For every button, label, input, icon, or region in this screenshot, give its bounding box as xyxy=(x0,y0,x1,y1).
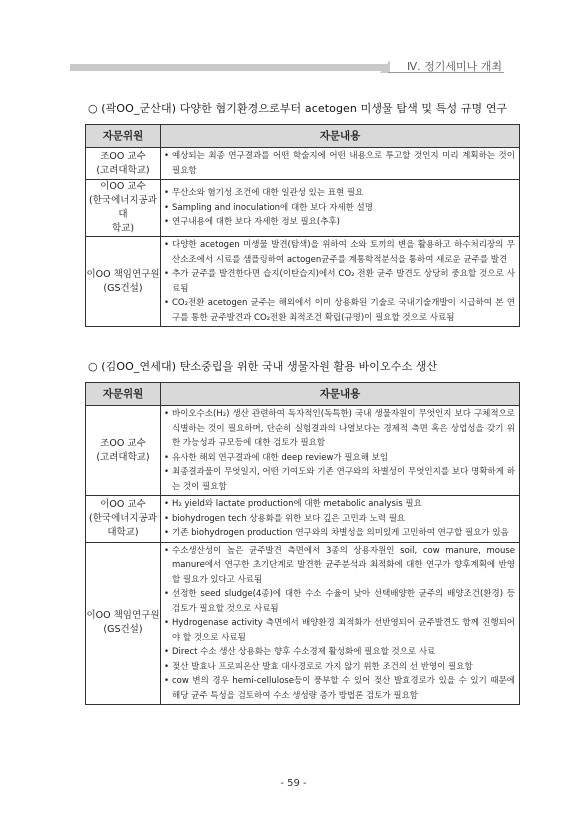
advisor-cell xyxy=(86,406,161,496)
advice-item xyxy=(164,267,515,296)
bullet-icon: • xyxy=(164,452,170,463)
advice-item xyxy=(164,465,515,494)
advice-item xyxy=(164,201,515,216)
bullet-icon: • xyxy=(164,151,170,161)
advisor-cell xyxy=(86,496,161,543)
advice-item xyxy=(164,238,515,267)
bullet-icon: • xyxy=(164,661,170,672)
advice-table-1 xyxy=(85,124,520,327)
advice-item-text: CO₂전환 acetogen 균주는 해외에서 이미 상용화된 기술로 국내기술개발이 시급하여 본 연구를 통한 균주발견과 CO₂전환 최적조건 확립(규명)이 필요할 것으로 사료됨 xyxy=(172,298,515,323)
advice-table-2 xyxy=(85,382,520,705)
advisor-cell xyxy=(86,180,161,237)
advisor-line: 대학교) xyxy=(107,526,139,538)
advice-item-text: 유사한 해외 연구결과에 대한 deep review가 필요해 보임 xyxy=(172,452,389,463)
advice-item-text: biohydrogen tech 상용화를 위한 보다 깊은 고민과 노력 필요 xyxy=(172,513,406,524)
advisor-cell xyxy=(86,542,161,705)
bullet-icon: • xyxy=(164,676,170,686)
advisor-line: 이OO 교수 xyxy=(100,181,146,192)
advisor-line: (GS건설) xyxy=(103,624,143,636)
advice-item-text: 최종결과물이 무엇일지, 어떤 기여도와 기존 연구와의 차별성이 무엇인지를 보다 명확하게 하는 것이 필요함 xyxy=(172,467,515,492)
advice-item-text: 기존 biohydrogen production 연구와의 차별성을 의미있게 고민하여 연구할 필요가 있음 xyxy=(172,528,509,538)
header-advisor: 자문위원 xyxy=(86,125,161,148)
advisor-line: (고려대학교) xyxy=(96,451,150,463)
bullet-icon: • xyxy=(164,202,170,213)
table-row xyxy=(86,542,520,705)
advice-item xyxy=(164,526,515,541)
advice-item xyxy=(164,587,515,616)
section-title-1: ○ (곽OO_군산대) 다양한 혐기환경으로부터 acetogen 미생물 탐색 및 특성 규명 연구 xyxy=(88,102,508,115)
table-row xyxy=(86,148,520,180)
bullet-icon: • xyxy=(164,528,170,538)
bullet-icon: • xyxy=(164,499,170,509)
advice-item xyxy=(164,186,515,201)
bullet-icon: • xyxy=(164,217,170,228)
page-number: - 59 - xyxy=(280,778,307,789)
bullet-icon: • xyxy=(164,618,170,628)
table-row xyxy=(86,180,520,237)
table-row xyxy=(86,496,520,543)
advice-item xyxy=(164,451,515,466)
advice-item-text: 젖산 발효나 프로피온산 발효 대사경로로 가지 않기 위한 조건의 선 반영이 필요함 xyxy=(172,661,473,672)
advice-content-cell xyxy=(161,406,520,496)
table-row xyxy=(86,237,520,327)
advisor-cell xyxy=(86,148,161,180)
advisor-line: 학교) xyxy=(111,223,135,234)
advice-content-cell xyxy=(161,237,520,327)
advice-content-cell xyxy=(161,148,520,180)
bullet-icon: • xyxy=(164,467,170,477)
advice-content-cell xyxy=(161,542,520,705)
advice-item xyxy=(164,497,515,512)
advice-item xyxy=(164,149,515,178)
table-header-row xyxy=(86,125,520,148)
section-title-2: ○ (김OO_연세대) 탄소중립을 위한 국내 생물자원 활용 바이오수소 생산 xyxy=(88,360,438,373)
advice-item-text: cow 변의 경우 hemi-cellulose등이 풍부할 수 있어 젖산 발효경로가 있을 수 있기 때문에 해당 균주 특성을 검토하여 수소 생성량 증가 방법론 검토가 필요함 xyxy=(172,676,515,701)
bullet-icon: • xyxy=(164,647,170,657)
bullet-icon: • xyxy=(164,269,170,279)
advisor-cell xyxy=(86,237,161,327)
advice-item-text: 다양한 acetogen 미생물 발견(탐색)을 위하여 소와 토끼의 변을 활용하고 하수처리장의 무산소조에서 시료를 샘플링하여 actogen균주를 계통학적분석을 통하여 새로운 균주를 발견 xyxy=(172,240,515,265)
advice-item-text: 바이오수소(H₂) 생산 관련하여 독자적인(독특한) 국내 생물자원이 무엇인지 보다 구체적으로 식별하는 것이 필요하며, 단순히 실험결과의 나열보다는 경제적 측면 혹은 상업성을 갖기 위한 가능성과 규모등에 대한 검토가 필요함 xyxy=(172,409,515,448)
bullet-icon: • xyxy=(164,589,170,599)
advisor-line: 조OO 교수 xyxy=(100,150,146,162)
advice-content-cell xyxy=(161,180,520,237)
advice-item-text: 무산소와 혐기성 조건에 대한 일관성 있는 표현 필요 xyxy=(172,188,364,199)
advice-item xyxy=(164,544,515,588)
table-header-row xyxy=(86,383,520,406)
advice-item-text: 예상되는 최종 연구결과를 어떤 학술지에 어떤 내용으로 투고할 것인지 미리 계획하는 것이 필요함 xyxy=(172,151,515,176)
header-content: 자문내용 xyxy=(161,125,520,148)
table-row xyxy=(86,406,520,496)
advice-item-text: 추가 균주를 발견한다면 습지(이탄습지)에서 CO₂ 전환 균주 발견도 상당히 중요할 것으로 사료됨 xyxy=(172,269,515,294)
advice-item xyxy=(164,512,515,527)
bullet-icon: • xyxy=(164,240,170,250)
bullet-icon: • xyxy=(164,545,170,556)
advisor-line: (고려대학교) xyxy=(96,164,150,176)
advice-item xyxy=(164,660,515,675)
advisor-line: (한국에너지공과대 xyxy=(89,195,157,220)
advice-item-text: H₂ yield와 lactate production에 대한 metabolic analysis 필요 xyxy=(172,499,422,509)
bullet-icon: • xyxy=(164,513,170,524)
advice-item xyxy=(164,296,515,325)
bullet-icon: • xyxy=(164,409,170,419)
advice-item xyxy=(164,674,515,703)
advice-item xyxy=(164,645,515,660)
chapter-title: Ⅳ. 정기세미나 개최 xyxy=(406,60,502,73)
advice-content-cell xyxy=(161,496,520,543)
advisor-line: 이OO 책임연구원 xyxy=(86,268,160,280)
advice-item-text: 연구내용에 대한 보다 자세한 정보 필요(추후) xyxy=(172,217,340,228)
advice-item-text: 선정한 seed sludge(4종)에 대한 수소 수율이 낮아 선택배양한 균주의 배양조건(환경) 등 검토가 필요할 것으로 사료됨 xyxy=(172,589,515,614)
advice-item xyxy=(164,215,515,230)
advisor-line: 조OO 교수 xyxy=(100,437,146,449)
advice-item-text: Direct 수소 생산 상용화는 향후 수소경제 활성화에 필요할 것으로 사료 xyxy=(172,647,436,657)
advice-item-text: Sampling and inoculation에 대한 보다 자세한 설명 xyxy=(172,202,373,213)
header-content: 자문내용 xyxy=(161,383,520,406)
bullet-icon: • xyxy=(164,298,170,308)
header-advisor: 자문위원 xyxy=(86,383,161,406)
advisor-line: (GS건설) xyxy=(103,282,143,294)
advice-item-text: 수소생산성이 높은 균주발견 측면에서 3종의 상용자원인 soil, cow manure, mouse manure에서 연구한 초기단계로 발견한 균주분석과 최적화에 대한 연구가 향후계획에 반영할 필요가 있다고 사료됨 xyxy=(172,545,515,585)
advice-item-text: Hydrogenase activity 측면에서 배양환경 최적화가 선반영되어 균주발견도 함께 진행되어야 할 것으로 사료됨 xyxy=(172,618,515,643)
advice-item xyxy=(164,616,515,645)
advisor-line: 이OO 책임연구원 xyxy=(86,610,160,622)
advisor-line: (한국에너지공과 xyxy=(89,512,157,524)
advisor-line: 이OO 교수 xyxy=(100,498,146,510)
advice-item xyxy=(164,407,515,451)
bullet-icon: • xyxy=(164,188,170,199)
